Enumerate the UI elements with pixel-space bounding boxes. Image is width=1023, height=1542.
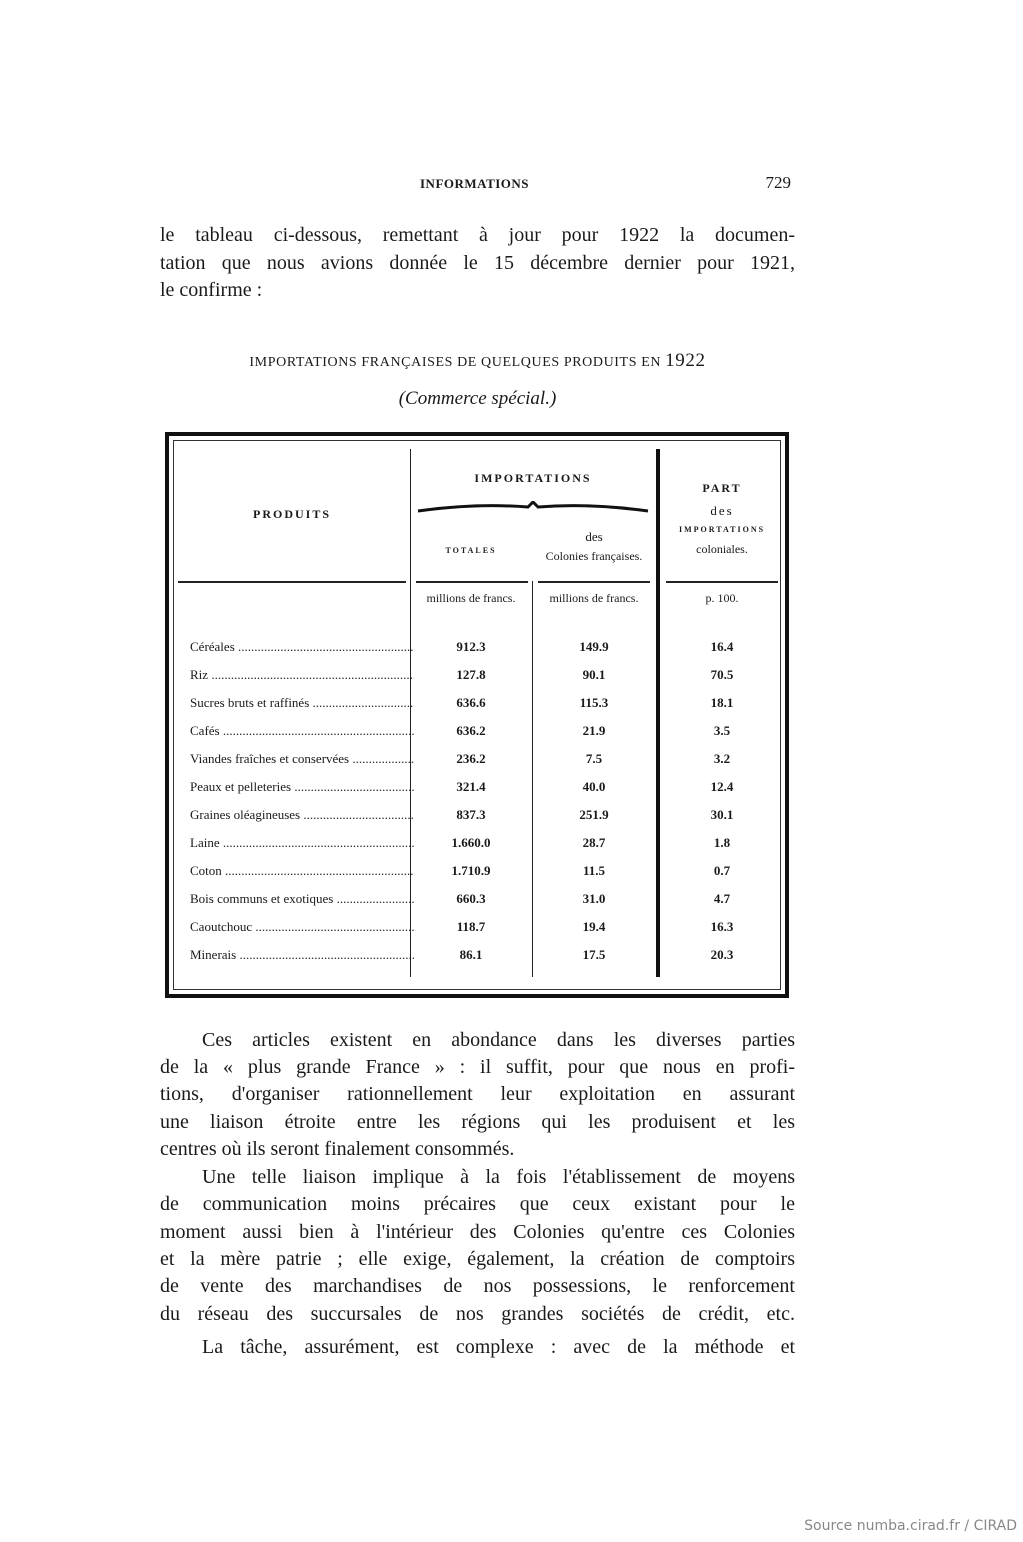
header-produits: PRODUITS — [252, 507, 331, 521]
text-line: Ces articles existent en abondance dans les diverses parties — [202, 1029, 795, 1051]
colonial-imports: 7.5 — [585, 751, 603, 766]
colonial-share: 16.3 — [710, 919, 734, 934]
product-name: Viandes fraîches et conservées ..... — [190, 751, 414, 767]
colonial-share: 30.1 — [710, 807, 734, 822]
colonial-imports: 115.3 — [579, 695, 609, 710]
total-imports: 837.3 — [456, 807, 486, 822]
colonial-imports: 11.5 — [582, 863, 606, 878]
total-imports: 118.7 — [456, 919, 486, 934]
colonial-imports: 19.4 — [582, 919, 606, 934]
text-line: le tableau ci-dessous, remettant à jour pour 1922 la documen- — [160, 224, 795, 246]
table-title — [160, 350, 795, 372]
table-row — [174, 751, 780, 773]
colonial-share: 12.4 — [710, 779, 734, 794]
product-name: Cafés ..... — [190, 723, 414, 739]
total-imports: 1.660.0 — [451, 835, 491, 850]
product-name: Minerais ..... — [190, 947, 414, 963]
total-imports: 86.1 — [459, 947, 483, 962]
table-row — [174, 919, 780, 941]
header-rule — [416, 581, 528, 583]
product-name: Bois communs et exotiques ..... — [190, 891, 414, 907]
text-line: Une telle liaison implique à la fois l'établissement de moyens — [202, 1166, 795, 1188]
colonial-share: 4.7 — [713, 891, 731, 906]
text-line: moment aussi bien à l'intérieur des Colonies qu'entre ces Colonies — [160, 1221, 795, 1243]
total-imports: 127.8 — [456, 667, 486, 682]
total-imports: 1.710.9 — [451, 863, 491, 878]
header-rule — [538, 581, 650, 583]
product-name: Graines oléagineuses ..... — [190, 807, 414, 823]
product-name: Coton ..... — [190, 863, 414, 879]
product-name: Sucres bruts et raffinés ..... — [190, 695, 414, 711]
colonial-share: 3.5 — [713, 723, 731, 738]
colonial-share: 3.2 — [713, 751, 731, 766]
colonial-share: 18.1 — [710, 695, 734, 710]
total-imports: 321.4 — [456, 779, 486, 794]
colonial-share: 16.4 — [710, 639, 734, 654]
table-subtitle: (Commerce spécial.) — [398, 388, 557, 409]
total-imports: 660.3 — [456, 891, 486, 906]
text-line: tation que nous avions donnée le 15 décembre dernier pour 1921, — [160, 251, 795, 274]
text-line: tions, d'organiser rationnellement leur exploitation en assurant — [160, 1083, 795, 1105]
table-row — [174, 667, 780, 689]
header-des: des — [585, 529, 603, 544]
table-row — [174, 891, 780, 913]
text-line: de la « plus grande France » : il suffit, pour que nous en profi- — [160, 1056, 795, 1078]
colonial-share: 20.3 — [710, 947, 734, 962]
colonial-imports: 31.0 — [582, 891, 606, 906]
colonial-imports: 17.5 — [582, 947, 606, 962]
brace-icon — [416, 501, 650, 515]
text-line: de vente des marchandises de nos possessions, le renforcement — [160, 1275, 795, 1297]
header-rule — [178, 581, 406, 583]
colonial-share: 0.7 — [713, 863, 731, 878]
header-colonies: Colonies françaises. — [545, 549, 643, 563]
text-line: La tâche, assurément, est complexe : avec de la méthode et — [202, 1336, 795, 1358]
colonial-share: 1.8 — [713, 835, 731, 850]
header-part: PART — [702, 481, 742, 495]
unit-totales: millions de francs. — [426, 591, 516, 605]
table-row — [174, 947, 780, 969]
table-title-text: IMPORTATIONS FRANÇAISES DE QUELQUES PRODUITS EN — [249, 355, 662, 370]
header-part-coloniales: coloniales. — [696, 542, 748, 556]
unit-part: p. 100. — [705, 591, 739, 605]
table-row — [174, 639, 780, 661]
product-name: Céréales ..... — [190, 639, 414, 655]
colonial-imports: 28.7 — [582, 835, 606, 850]
table-row — [174, 779, 780, 801]
running-title: INFORMATIONS — [420, 176, 530, 191]
colonial-imports: 90.1 — [582, 667, 606, 682]
text-line: et la mère patrie ; elle exige, également, la création de comptoirs — [160, 1248, 795, 1270]
total-imports: 636.6 — [456, 695, 486, 710]
text-line: le confirme : — [160, 279, 263, 301]
colonial-imports: 149.9 — [579, 639, 609, 654]
source-credit: Source numba.cirad.fr / CIRAD — [804, 1518, 1017, 1534]
table-title-year: 1922 — [665, 350, 706, 371]
page-number: 729 — [765, 173, 791, 192]
colonial-imports: 21.9 — [582, 723, 606, 738]
text-line: de communication moins précaires que ceux existant pour le — [160, 1193, 795, 1215]
colonial-share: 70.5 — [710, 667, 734, 682]
imports-table — [165, 432, 789, 998]
product-name: Riz ..... — [190, 667, 414, 683]
total-imports: 236.2 — [456, 751, 486, 766]
colonial-imports: 251.9 — [579, 807, 609, 822]
total-imports: 912.3 — [456, 639, 486, 654]
header-rule — [666, 581, 778, 583]
running-header — [160, 173, 795, 198]
product-name: Peaux et pelleteries ..... — [190, 779, 414, 795]
table-row — [174, 835, 780, 857]
header-totales: TOTALES — [445, 546, 497, 555]
text-line: centres où ils seront finalement consommés. — [160, 1138, 515, 1160]
table-row — [174, 723, 780, 745]
text-line: une liaison étroite entre les régions qui les produisent et les — [160, 1111, 795, 1133]
product-name: Laine ..... — [190, 835, 414, 851]
product-name: Caoutchouc ..... — [190, 919, 414, 935]
text-line: du réseau des succursales de nos grandes sociétés de crédit, etc. — [160, 1303, 795, 1325]
header-importations: IMPORTATIONS — [474, 471, 592, 485]
header-part-des: des — [710, 503, 734, 518]
colonial-imports: 40.0 — [582, 779, 606, 794]
unit-colonies: millions de francs. — [549, 591, 639, 605]
header-part-importations: IMPORTATIONS — [678, 525, 766, 534]
table-row — [174, 807, 780, 829]
table-row — [174, 863, 780, 885]
table-row — [174, 695, 780, 717]
total-imports: 636.2 — [456, 723, 486, 738]
